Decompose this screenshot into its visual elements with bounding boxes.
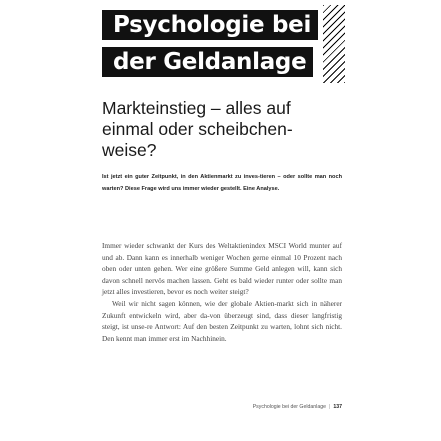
article-headline: Markteinstieg – alles auf einmal oder scheibchen-weise? xyxy=(102,98,293,160)
page-number: 137 xyxy=(333,404,342,410)
chapter-title-line-2: der Geldanlage xyxy=(102,47,313,77)
article-lead: Ist jetzt ein guter Zeitpunkt, in den Aktienmarkt zu inves-tieren – oder sollte man noch warten? Diese Frage wird uns immer wieder gestellt. Eine Analyse. xyxy=(102,174,342,192)
body-paragraph: Immer wieder schwankt der Kurs des Weltaktienindex MSCI World munter auf und ab. Dann kann es innerhalb weniger Wochen gerne einmal 10 Prozent nach oben oder unten gehen. Wer eine größere Summe Geld anlegen will, kann sich davon schnell nervös machen lassen. Geht es bald wieder runter oder sollte man jetzt alles investieren, bevor es noch weiter steigt? xyxy=(102,241,342,297)
footer-section-title: Psychologie bei der Geldanlage xyxy=(252,404,326,410)
page-footer xyxy=(236,404,342,410)
article-body xyxy=(102,240,342,344)
hatch-decoration xyxy=(323,5,345,83)
body-paragraph: Weil wir nicht sagen können, wie der globale Aktien-markt sich in näherer Zukunft entwickeln wird, aber da-von überzeugt sind, dass dieser langfristig steigt, ist unse-re Antwort: Auf den besten Zeitpunkt zu warten, lohnt sich nicht. Den kennt man immer erst im Nachhinein. xyxy=(102,298,342,343)
chapter-title-line-1: Psychologie bei xyxy=(102,10,318,40)
footer-separator: | xyxy=(328,404,331,410)
chapter-title-block xyxy=(102,5,345,83)
